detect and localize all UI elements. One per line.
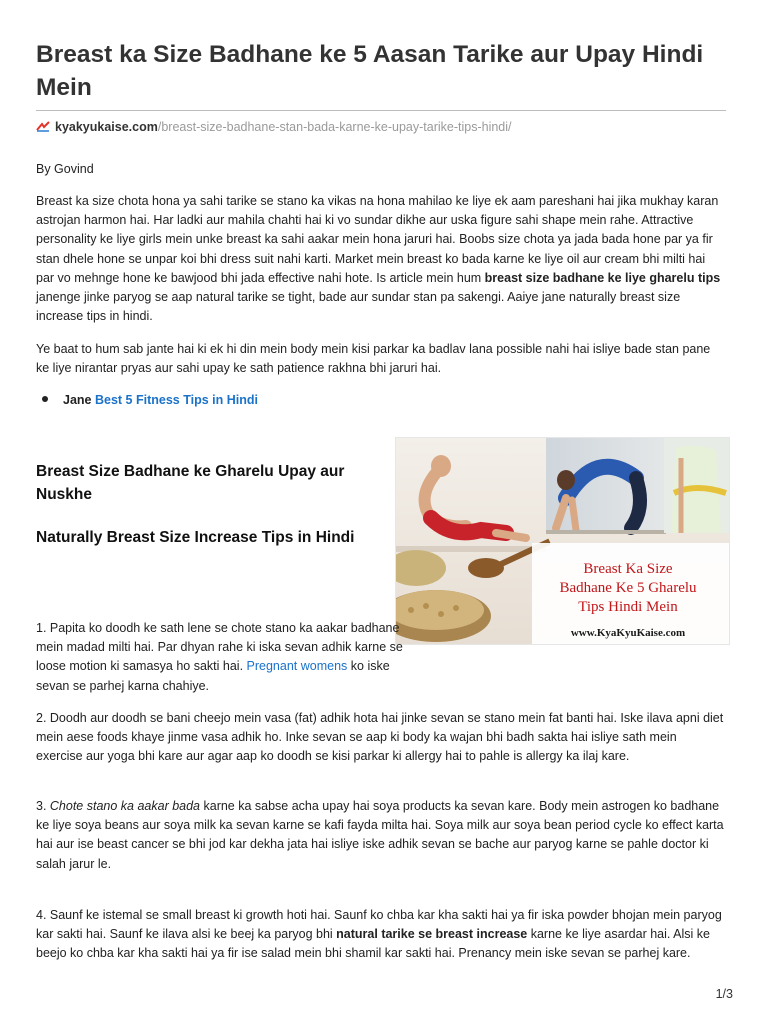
byline: By Govind	[36, 162, 94, 176]
watermark-text: www.KyaKyuKaise.com	[570, 627, 686, 639]
bullet-lead: Jane	[63, 393, 92, 407]
caption-line-3: Tips Hindi Mein	[578, 599, 678, 615]
tip-1-end: ko iske sevan se parhej karna chahiye.	[36, 659, 390, 693]
caption-box	[532, 543, 729, 644]
caption-line-2: Badhane Ke 5 Gharelu	[559, 580, 697, 596]
page-title: Breast ka Size Badhane ke 5 Aasan Tarike aur Upay Hindi Mein	[36, 41, 704, 101]
hero-illustration	[396, 438, 729, 644]
section-heading-1: Breast Size Badhane ke Gharelu Upay aur Nuskhe	[36, 463, 345, 503]
related-link-item	[42, 391, 258, 409]
title-divider	[36, 110, 726, 111]
tip-3-paragraph	[36, 797, 726, 874]
source-domain: kyakyukaise.com	[55, 120, 158, 134]
tip-1-text: 1. Papita ko doodh ke sath lene se chote stano ka aakar badhane mein madad milti hai. Par dhyan rahe ki iska sevan adhik karne se loose motion ki samasya ho sakti hai.	[36, 621, 403, 674]
intro-1-text: Breast ka size chota hona ya sahi tarike se stano ka vikas na hona mahilao ke liye ek aam pareshani hai jika mukhay karan astrojan harmon hai. Har ladki aur mahila chahti hai ki vo sundar dikhe aur uska figure sahi shape mein rahe. Attractive personality ke liye girls mein unke breast ka sahi aakar mein hona jaruri hai. Boobs size chota ya jada bada hone par ya fir stan dhele hone se unpar koi bhi dress suit nahi karti. Market mein breast ko bada karne ke liye oil aur cream bhi milti hai par vo mehnge hone ke bawjood bhi jada effective nahi hote. Is article mein hum	[36, 194, 719, 285]
intro-paragraph-1	[36, 192, 726, 326]
source-url[interactable]	[36, 119, 512, 135]
bullet-icon	[42, 396, 48, 402]
tip-3-num: 3.	[36, 799, 50, 813]
section-heading-2: Naturally Breast Size Increase Tips in Hindi	[36, 529, 355, 546]
tip-4-bold: natural tarike se breast increase	[336, 927, 528, 942]
caption-line-1: Breast Ka Size	[583, 561, 673, 577]
source-path: /breast-size-badhane-stan-bada-karne-ke-upay-tarike-tips-hindi/	[157, 120, 512, 134]
intro-paragraph-2: Ye baat to hum sab jante hai ki ek hi din mein body mein kisi parkar ka badlav lana possible nahi hai isliye bade stan pane ke liye nirantar pryas aur sahi upay ke sath patience rakhna bhi jaruri hai.	[36, 342, 711, 376]
fitness-tips-link[interactable]: Best 5 Fitness Tips in Hindi	[94, 393, 258, 407]
tip-4-end: karne ke liye asardar hai. Alsi ke beejo ko chba kar kha sakti hai ya fir ise salad mein bhi shamil kar sakti hai. Prenancy mein iske sevan se parhej kare.	[36, 927, 710, 961]
site-logo-icon	[36, 121, 50, 132]
tip-4-text: 4. Saunf ke istemal se small breast ki growth hoti hai. Saunf ko chba kar kha sakti hai ya fir iska powder bhojan mein paryog kar sakti hai. Saunf ke ilava alsi ke beej ka paryog bhi	[36, 908, 722, 942]
pregnant-womens-link[interactable]: Pregnant womens	[246, 659, 348, 674]
intro-1-end: janenge jinke paryog se aap natural tarike se tight, bade aur sundar stan pa sakengi. Aaiye jane naturally breast size increase tips in hindi.	[36, 290, 681, 324]
tip-1-paragraph	[36, 619, 416, 696]
page-number: 1/3	[715, 987, 733, 1001]
tip-3-text: karne ka sabse acha upay hai soya products ka sevan kare. Body mein astrogen ko badhane ke liye soya beans aur soya milk ka sevan karne se kafi fayda milta hai. Soya milk aur soya bean period cycle ko effect karta hai aur ise beast cancer se bhi jod kar dekha jata hai isliye iske adhik sevan se bache aur paryog karne se pahle doctor ki salah jarur le.	[36, 799, 724, 871]
tip-3-italic: Chote stano ka aakar bada	[49, 799, 201, 813]
tip-4-paragraph	[36, 906, 726, 964]
measuring-tape-figure	[664, 438, 729, 533]
tip-2-paragraph: 2. Doodh aur doodh se bani cheejo mein vasa (fat) adhik hota hai jinke sevan se stano mein fat banti hai. Iske ilava apni diet mein aese foods khaye jinme vasa adhik ho. Inke sevan se aap ki body ka wajan bhi badh sakta hai isliye sath mein exercise aur yoga bhi kare aur agar aap ko doodh se kisi parkar ki allergy hai to pahle is allergy ka ilaj kare.	[36, 711, 724, 764]
hero-image	[395, 437, 730, 645]
intro-1-bold: breast size badhane ke liye gharelu tips	[484, 270, 721, 285]
